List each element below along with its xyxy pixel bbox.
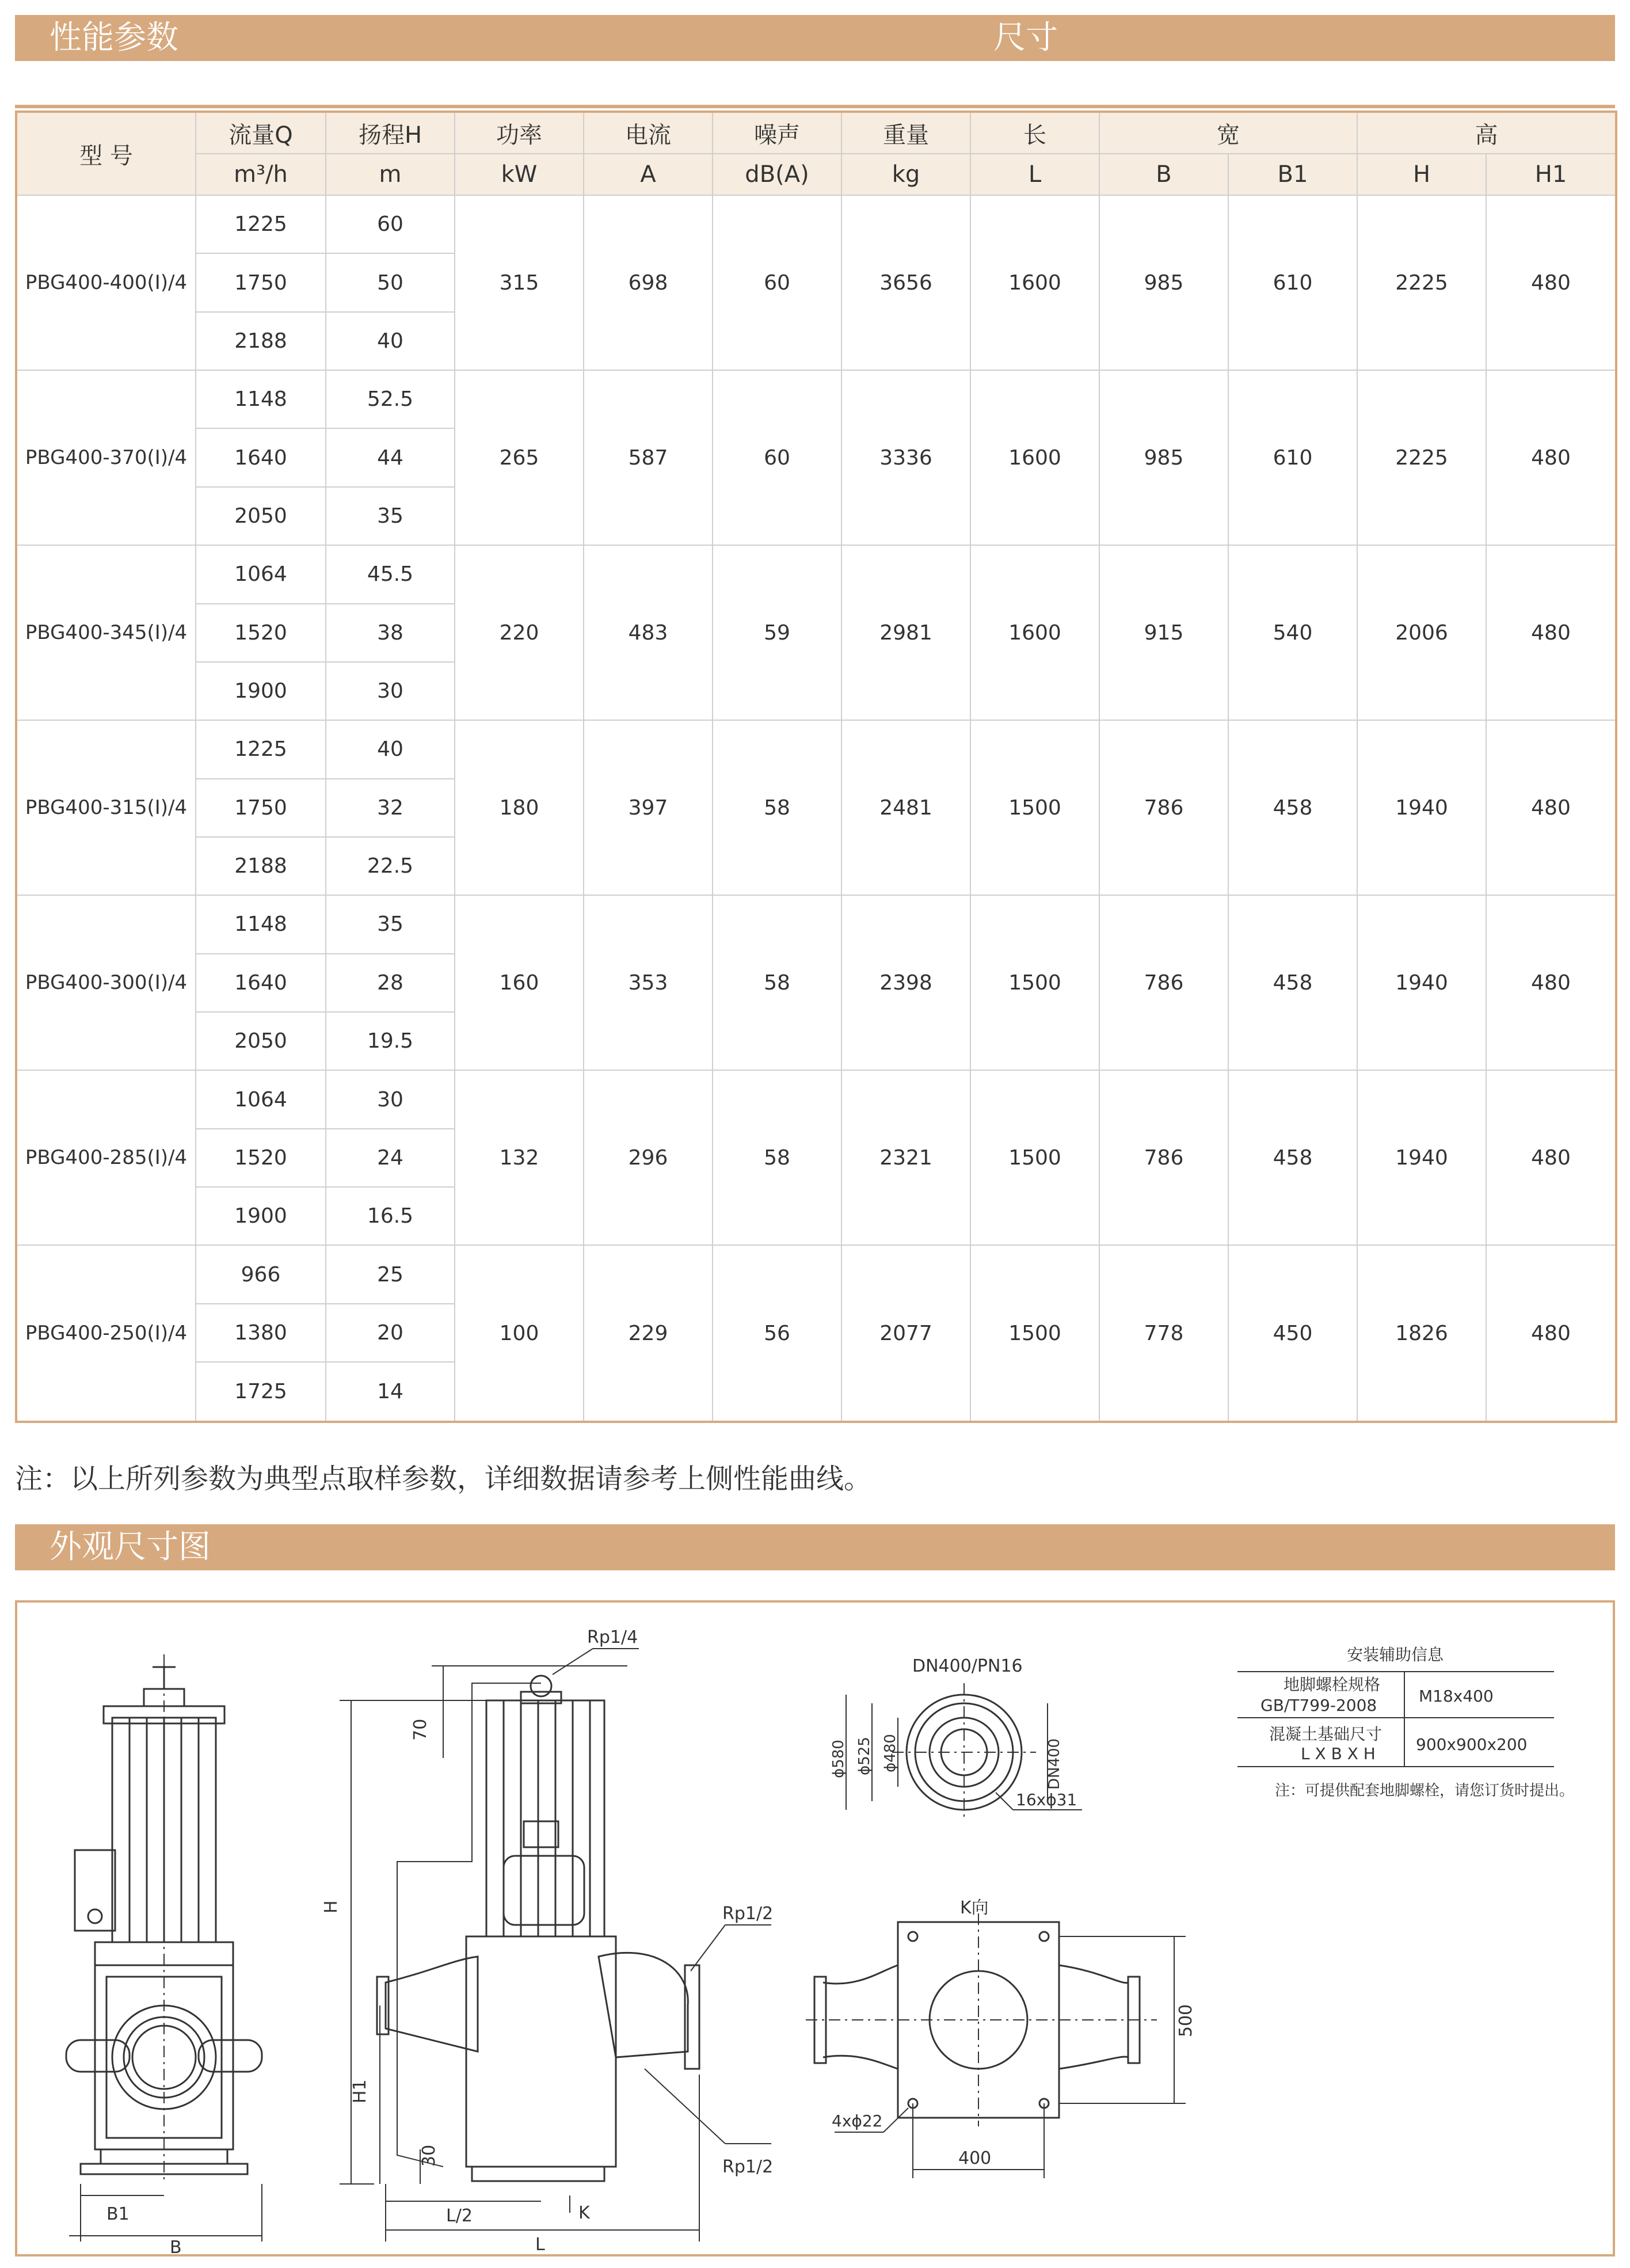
cell-head: 32 xyxy=(326,779,455,837)
header-width: 宽 xyxy=(1099,112,1357,154)
cell-head: 40 xyxy=(326,720,455,778)
cell-flow: 1750 xyxy=(196,253,326,311)
cell-h1: 480 xyxy=(1486,195,1616,370)
section-header-outline xyxy=(15,1524,1615,1570)
cell-h1: 480 xyxy=(1486,1070,1616,1245)
cell-h: 1826 xyxy=(1357,1245,1486,1422)
table-row xyxy=(16,1070,1616,1128)
install-bolt-label: 地脚螺栓规格 xyxy=(1284,1675,1381,1694)
cell-flow: 1380 xyxy=(196,1304,326,1362)
label-k-view: K向 xyxy=(960,1898,989,1918)
section-header-performance xyxy=(15,15,1615,61)
cell-h: 2225 xyxy=(1357,370,1486,545)
cell-noise: 59 xyxy=(713,545,841,720)
cell-flow: 1148 xyxy=(196,370,326,428)
header-weight: 重量 xyxy=(841,112,970,154)
cell-model: PBG400-285(I)/4 xyxy=(16,1070,196,1245)
cell-head: 50 xyxy=(326,253,455,311)
cell-flow: 1064 xyxy=(196,545,326,603)
header-noise: 噪声 xyxy=(713,112,841,154)
unit-width-b: B xyxy=(1099,154,1228,195)
cell-l: 1500 xyxy=(970,720,1099,895)
cell-power: 100 xyxy=(455,1245,584,1422)
dim-400: 400 xyxy=(958,2148,992,2168)
dim-d480: ϕ480 xyxy=(882,1734,899,1772)
table-row xyxy=(16,545,1616,603)
cell-head: 35 xyxy=(326,895,455,953)
dim-l: L xyxy=(535,2235,545,2254)
unit-length: L xyxy=(970,154,1099,195)
cell-head: 14 xyxy=(326,1362,455,1422)
cell-noise: 58 xyxy=(713,895,841,1070)
cell-h1: 480 xyxy=(1486,545,1616,720)
cell-b: 985 xyxy=(1099,195,1228,370)
dim-b: B xyxy=(170,2237,182,2254)
cell-current: 397 xyxy=(584,720,713,895)
cell-noise: 60 xyxy=(713,195,841,370)
cell-head: 60 xyxy=(326,195,455,253)
cell-l: 1500 xyxy=(970,895,1099,1070)
cell-b: 985 xyxy=(1099,370,1228,545)
header-head: 扬程H xyxy=(326,112,455,154)
cell-flow: 2050 xyxy=(196,1012,326,1070)
label-holes4: 4xϕ22 xyxy=(832,2111,883,2130)
section-title-dimensions: 尺寸 xyxy=(993,19,1058,56)
cell-power: 265 xyxy=(455,370,584,545)
cell-flow: 1064 xyxy=(196,1070,326,1128)
dim-h1: H1 xyxy=(350,2079,370,2103)
cell-flow: 1225 xyxy=(196,720,326,778)
section-title-performance: 性能参数 xyxy=(49,19,178,56)
unit-height-h1: H1 xyxy=(1486,154,1616,195)
cell-b: 786 xyxy=(1099,1070,1228,1245)
cell-noise: 58 xyxy=(713,1070,841,1245)
outline-drawing-frame xyxy=(15,1600,1615,2256)
label-holes16: 16xϕ31 xyxy=(1016,1790,1077,1809)
label-rp12-top: Rp1/2 xyxy=(722,1904,774,1924)
cell-current: 353 xyxy=(584,895,713,1070)
cell-h: 1940 xyxy=(1357,720,1486,895)
cell-b1: 610 xyxy=(1228,370,1357,545)
unit-current: A xyxy=(584,154,713,195)
dim-h: H xyxy=(321,1900,341,1913)
table-header-row-top xyxy=(16,112,1616,154)
k-view xyxy=(806,1913,1186,2178)
cell-head: 40 xyxy=(326,312,455,370)
cell-flow: 1520 xyxy=(196,604,326,662)
section-title-outline: 外观尺寸图 xyxy=(49,1528,211,1566)
unit-height-h: H xyxy=(1357,154,1486,195)
cell-l: 1600 xyxy=(970,370,1099,545)
header-power: 功率 xyxy=(455,112,584,154)
cell-model: PBG400-300(I)/4 xyxy=(16,895,196,1070)
cell-b: 786 xyxy=(1099,720,1228,895)
cell-flow: 2050 xyxy=(196,487,326,545)
cell-current: 229 xyxy=(584,1245,713,1422)
cell-head: 16.5 xyxy=(326,1187,455,1245)
label-flange: DN400/PN16 xyxy=(912,1656,1023,1676)
cell-l: 1500 xyxy=(970,1070,1099,1245)
cell-h: 1940 xyxy=(1357,1070,1486,1245)
cell-h1: 480 xyxy=(1486,370,1616,545)
header-flow: 流量Q xyxy=(196,112,326,154)
table-row xyxy=(16,195,1616,253)
header-current: 电流 xyxy=(584,112,713,154)
cell-flow: 1640 xyxy=(196,954,326,1012)
cell-flow: 1148 xyxy=(196,895,326,953)
dim-500: 500 xyxy=(1176,2004,1196,2037)
cell-b1: 458 xyxy=(1228,720,1357,895)
cell-b1: 458 xyxy=(1228,1070,1357,1245)
dim-d525: ϕ525 xyxy=(856,1737,873,1775)
cell-flow: 1900 xyxy=(196,662,326,720)
table-row xyxy=(16,370,1616,428)
dim-30: 30 xyxy=(419,2144,439,2167)
cell-noise: 58 xyxy=(713,720,841,895)
cell-power: 315 xyxy=(455,195,584,370)
table-top-rule xyxy=(15,105,1615,108)
table-header-row-units xyxy=(16,154,1616,195)
cell-head: 25 xyxy=(326,1245,455,1303)
cell-head: 38 xyxy=(326,604,455,662)
cell-b: 778 xyxy=(1099,1245,1228,1422)
cell-power: 220 xyxy=(455,545,584,720)
cell-flow: 1750 xyxy=(196,779,326,837)
dim-k: K xyxy=(578,2203,590,2223)
cell-model: PBG400-315(I)/4 xyxy=(16,720,196,895)
label-rp12-bottom: Rp1/2 xyxy=(722,2157,774,2177)
label-rp14: Rp1/4 xyxy=(587,1627,638,1647)
cell-weight: 3656 xyxy=(841,195,970,370)
cell-current: 587 xyxy=(584,370,713,545)
cell-flow: 966 xyxy=(196,1245,326,1303)
unit-weight: kg xyxy=(841,154,970,195)
table-row xyxy=(16,895,1616,953)
header-model: 型 号 xyxy=(16,112,196,195)
cell-b1: 450 xyxy=(1228,1245,1357,1422)
cell-flow: 2188 xyxy=(196,312,326,370)
cell-power: 160 xyxy=(455,895,584,1070)
cell-noise: 56 xyxy=(713,1245,841,1422)
cell-h1: 480 xyxy=(1486,1245,1616,1422)
install-bolt-standard: GB/T799-2008 xyxy=(1260,1696,1377,1715)
install-foundation-label: 混凝土基础尺寸 xyxy=(1269,1725,1383,1744)
dim-70: 70 xyxy=(410,1718,431,1741)
unit-noise: dB(A) xyxy=(713,154,841,195)
dim-l2: L/2 xyxy=(446,2206,473,2226)
cell-b: 915 xyxy=(1099,545,1228,720)
install-foundation-value: 900x900x200 xyxy=(1416,1735,1528,1754)
cell-b1: 540 xyxy=(1228,545,1357,720)
install-note: 注：可提供配套地脚螺栓，请您订货时提出。 xyxy=(1275,1782,1575,1799)
table-row xyxy=(16,1245,1616,1303)
cell-h1: 480 xyxy=(1486,895,1616,1070)
cell-power: 132 xyxy=(455,1070,584,1245)
unit-power: kW xyxy=(455,154,584,195)
unit-head: m xyxy=(326,154,455,195)
unit-width-b1: B1 xyxy=(1228,154,1357,195)
unit-flow: m³/h xyxy=(196,154,326,195)
dim-d580: ϕ580 xyxy=(830,1740,847,1778)
spec-table xyxy=(15,111,1617,1423)
cell-weight: 2398 xyxy=(841,895,970,1070)
cell-head: 45.5 xyxy=(326,545,455,603)
cell-weight: 2481 xyxy=(841,720,970,895)
cell-head: 19.5 xyxy=(326,1012,455,1070)
cell-noise: 60 xyxy=(713,370,841,545)
outline-drawing xyxy=(17,1603,1613,2254)
cell-flow: 1900 xyxy=(196,1187,326,1245)
cell-model: PBG400-345(I)/4 xyxy=(16,545,196,720)
cell-weight: 2981 xyxy=(841,545,970,720)
front-view xyxy=(66,1654,262,2242)
cell-l: 1600 xyxy=(970,195,1099,370)
cell-h: 1940 xyxy=(1357,895,1486,1070)
cell-model: PBG400-250(I)/4 xyxy=(16,1245,196,1422)
dim-b1: B1 xyxy=(106,2204,130,2224)
cell-h: 2225 xyxy=(1357,195,1486,370)
cell-weight: 3336 xyxy=(841,370,970,545)
cell-current: 483 xyxy=(584,545,713,720)
cell-flow: 1225 xyxy=(196,195,326,253)
install-bolt-value: M18x400 xyxy=(1419,1687,1494,1706)
cell-model: PBG400-400(I)/4 xyxy=(16,195,196,370)
cell-weight: 2077 xyxy=(841,1245,970,1422)
dim-dn400: DN400 xyxy=(1046,1738,1063,1790)
cell-l: 1600 xyxy=(970,545,1099,720)
cell-power: 180 xyxy=(455,720,584,895)
cell-l: 1500 xyxy=(970,1245,1099,1422)
cell-flow: 1640 xyxy=(196,428,326,486)
cell-weight: 2321 xyxy=(841,1070,970,1245)
cell-current: 698 xyxy=(584,195,713,370)
cell-h1: 480 xyxy=(1486,720,1616,895)
cell-b: 786 xyxy=(1099,895,1228,1070)
cell-head: 44 xyxy=(326,428,455,486)
install-foundation-format: L X B X H xyxy=(1301,1744,1376,1763)
cell-current: 296 xyxy=(584,1070,713,1245)
cell-head: 30 xyxy=(326,1070,455,1128)
cell-head: 20 xyxy=(326,1304,455,1362)
cell-head: 22.5 xyxy=(326,837,455,895)
cell-b1: 610 xyxy=(1228,195,1357,370)
table-note: 注：以上所列参数为典型点取样参数，详细数据请参考上侧性能曲线。 xyxy=(15,1463,872,1495)
cell-model: PBG400-370(I)/4 xyxy=(16,370,196,545)
cell-flow: 1520 xyxy=(196,1129,326,1187)
header-height: 高 xyxy=(1357,112,1616,154)
cell-head: 52.5 xyxy=(326,370,455,428)
header-length: 长 xyxy=(970,112,1099,154)
cell-head: 24 xyxy=(326,1129,455,1187)
cell-b1: 458 xyxy=(1228,895,1357,1070)
cell-head: 35 xyxy=(326,487,455,545)
table-row xyxy=(16,720,1616,778)
cell-h: 2006 xyxy=(1357,545,1486,720)
install-title: 安装辅助信息 xyxy=(1347,1645,1444,1664)
cell-head: 30 xyxy=(326,662,455,720)
cell-flow: 2188 xyxy=(196,837,326,895)
cell-flow: 1725 xyxy=(196,1362,326,1422)
side-view xyxy=(340,1649,774,2242)
cell-head: 28 xyxy=(326,954,455,1012)
